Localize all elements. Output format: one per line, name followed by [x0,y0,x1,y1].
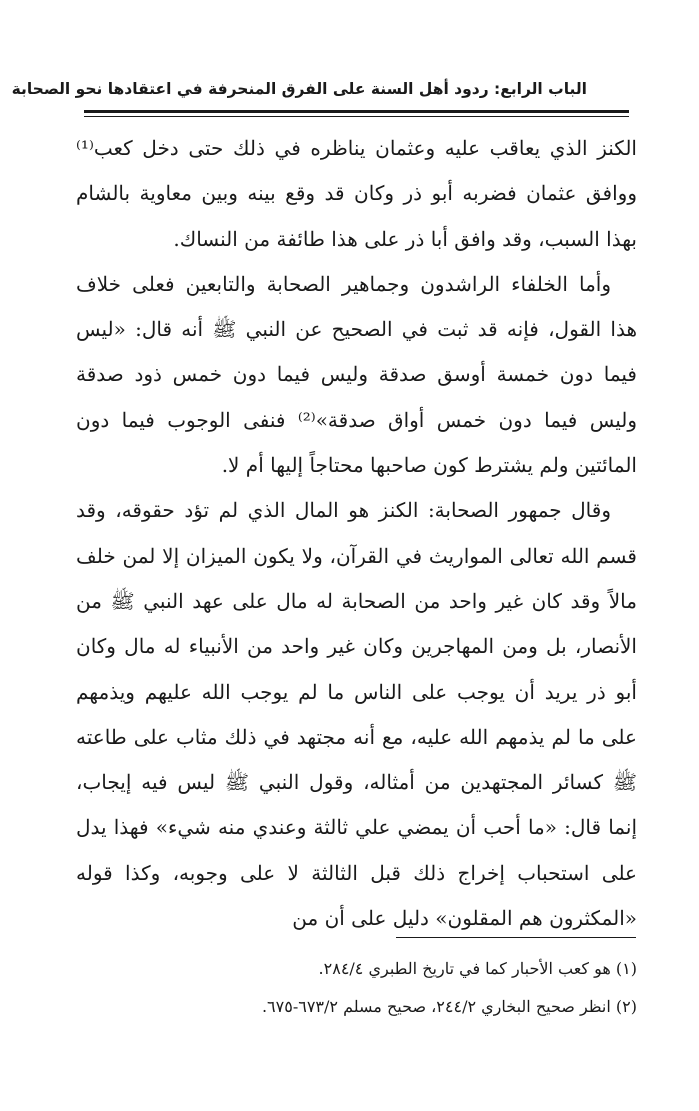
footnote-separator [396,937,636,938]
paragraph: وقال جمهور الصحابة: الكنز هو المال الذي لم تؤد حقوقه، وقد قسم الله تعالى المواريث في القرآن، ولا يكون الميزان إلا لمن خلف مالاً وقد كان غير واحد من الصحابة له مال على عهد النبي ﷺ من الأنصار، بل ومن المهاجرين وكان غير واحد من الأنبياء له مال وكان أبو ذر يريد أن يوجب على الناس ما لم يوجب الله عليهم ويذمهم على ما لم يذمهم الله عليه، مع أنه مجتهد في ذلك مثاب على طاعته ﷺ كسائر المجتهدين من أمثاله، وقول النبي ﷺ ليس فيه إيجاب، إنما قال: «ما أحب أن يمضي علي ثالثة وعندي منه شيء» فهذا يدل على استحباب إخراج ذلك قبل الثالثة لا على وجوبه، وكذا قوله «المكثرون هم المقلون» دليل على أن من [76,498,637,931]
footnotes [150,950,637,1026]
main-text [76,126,637,941]
footnote: (٢) انظر صحيح البخاري ٢٤٤/٢، صحيح مسلم ٦٧٣/٢-٦٧٥. [261,997,637,1016]
header-rule-thick [84,110,629,113]
paragraph: الكنز الذي يعاقب عليه وعثمان يناظره في ذلك حتى دخل كعب⁽¹⁾ ووافق عثمان فضربه أبو ذر وكان قد وقع بينه وبين معاوية بالشام بهذا السبب، وقد وافق أبا ذر على هذا طائفة من النساك. [76,136,637,251]
paragraph: وأما الخلفاء الراشدون وجماهير الصحابة والتابعين فعلى خلاف هذا القول، فإنه قد ثبت في الصحيح عن النبي ﷺ أنه قال: «ليس فيما دون خمسة أوسق صدقة وليس فيما دون خمس ذود صدقة وليس فيما دون خمس أواق صدقة»⁽²⁾ فنفى الوجوب فيما دون المائتين ولم يشترط كون صاحبها محتاجاً إليها أم لا. [76,271,637,478]
chapter-title: الباب الرابع: ردود أهل السنة على الفرق المنحرفة في اعتقادها نحو الصحابة [11,80,587,98]
header-rule-thin [84,116,629,117]
footnote: (١) هو كعب الأحبار كما في تاريخ الطبري ٢٨٤/٤. [318,959,637,978]
running-header [11,72,587,106]
